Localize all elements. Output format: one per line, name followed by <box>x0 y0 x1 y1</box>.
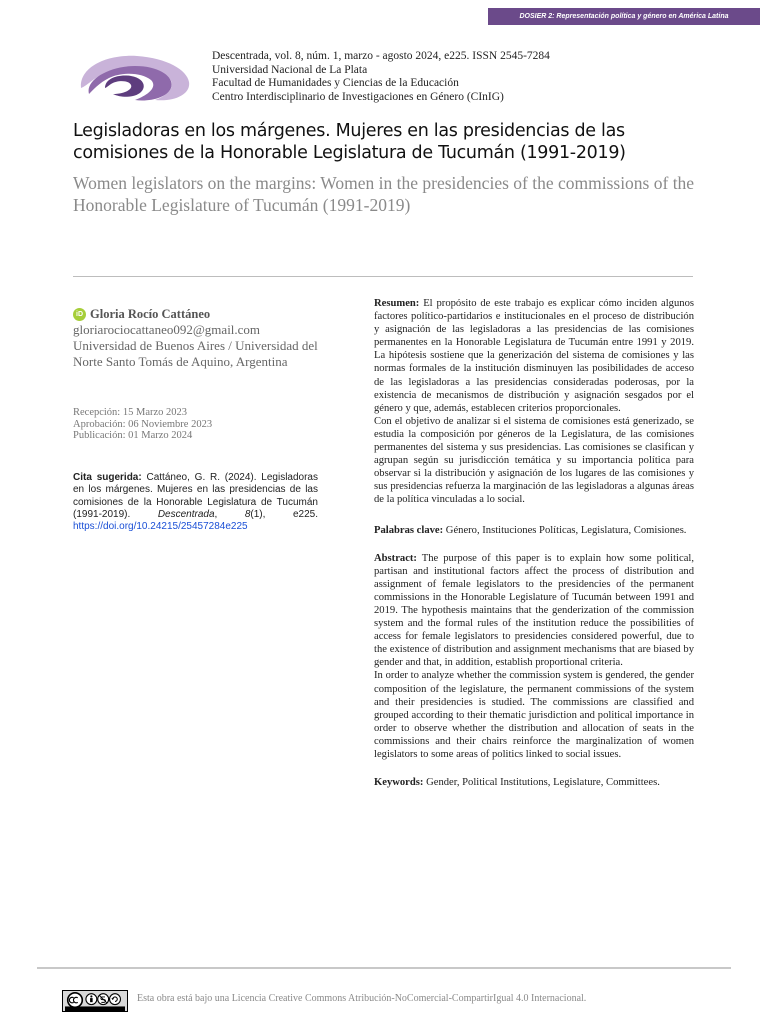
author-block <box>73 307 323 370</box>
citation-doi-link[interactable]: https://doi.org/10.24215/25457284e225 <box>73 521 248 533</box>
date-approved: Aprobación: 06 Noviembre 2023 <box>73 418 213 430</box>
journal-faculty: Facultad de Humanidades y Ciencias de la Educación <box>212 77 459 89</box>
article-title-es: Legisladoras en los márgenes. Mujeres en las presidencias de las comisiones de la Honorable Legislatura de Tucumán (1991-2019) <box>73 121 626 163</box>
keywords-es <box>374 524 694 537</box>
abstract-en-text-1: The purpose of this paper is to explain how some political, partisan and institutional factors affect the process of distribution and assignment of female legislators to the presidencies of the permanent commissions in the Honorable Legislature of Tucumán between 1991 and 2019. The hypothesis maintains that the genderization of the commission system and the formal rules of the institution reduce the possibilities of access for female legislators to presidencies considered powerful, due to the existence of distribution and assignment mechanisms that are biased by gender and that, in addition, establish proportional criteria. <box>374 552 694 669</box>
header-divider <box>73 276 693 277</box>
article-title-en: Women legislators on the margins: Women in the presidencies of the commissions of the Honorable Legislature of Tucumán (1991-2019) <box>73 173 695 215</box>
citation-journal: Descentrada <box>157 508 215 520</box>
keywords-es-text: Género, Instituciones Políticas, Legislatura, Comisiones. <box>443 524 687 536</box>
journal-university: Universidad Nacional de La Plata <box>212 63 368 76</box>
cc-icon <box>68 993 83 1008</box>
citation-text: Cattáneo, G. R. (2024). Legisladoras en los márgenes. Mujeres en las presidencias de las comisiones de la Honorable Legislatura de Tucumán (1991-2019). <box>73 472 318 520</box>
author-affiliation: Universidad de Buenos Aires / Universidad del Norte Santo Tomás de Aquino, Argentina <box>73 338 318 369</box>
article-dates <box>73 407 212 442</box>
keywords-en-label: Keywords: <box>374 777 424 789</box>
journal-center: Centro Interdisciplinario de Investigaciones en Género (CInIG) <box>212 90 504 103</box>
abstract-es-text-1: El propósito de este trabajo es explicar cómo inciden algunos factores político-partidarios e institucionales en el proceso de distribución y asignación de las legisladoras a las presidencias de las comisiones permanentes en la Honorable Legislatura de Tucumán entre 1991 y 2019. La hipótesis sostiene que la generización del sistema de comisiones y las normas formales de la institución disminuyen las posibilidades de acceso de las legisladoras a las presidencias consideradas poderosas, por la existencia de mecanismos de distribución y asignación sesgados por el género y que, además, establecen criterios proporcionales. <box>374 298 694 414</box>
author-name-row <box>73 307 323 322</box>
suggested-citation <box>73 472 318 533</box>
author-name: Gloria Rocío Cattáneo <box>90 307 211 321</box>
date-received: Recepción: 15 Marzo 2023 <box>73 407 188 418</box>
orcid-icon[interactable]: iD <box>73 308 86 321</box>
author-email[interactable]: gloriarociocattaneo092@gmail.com <box>73 322 261 337</box>
abstract-en-p2: In order to analyze whether the commission system is gendered, the gender composition of the legislature, the permanent commissions of the system and their presidencies is studied. The commissions are classified and grouped according to their thematic jurisdiction and political importance in order to observe whether the distribution and allocation of seats in the commissions and their chairs reinforce the marginalization of women legislators to some areas of politics linked to social issues. <box>374 670 694 760</box>
date-published: Publicación: 01 Marzo 2024 <box>73 430 193 441</box>
abstract-es-label: Resumen: <box>374 298 420 309</box>
keywords-en-text: Gender, Political Institutions, Legislature, Committees. <box>423 777 660 789</box>
cc-license-badge[interactable] <box>62 990 128 1012</box>
dossier-banner <box>488 8 760 25</box>
license-notice[interactable]: Esta obra está bajo una Licencia Creative Commons Atribución-NoComercial-CompartirIgual 4.0 Internacional. <box>137 993 587 1004</box>
journal-citation-line: Descentrada, vol. 8, núm. 1, marzo - agosto 2024, e225. ISSN 2545-7284 <box>212 50 550 62</box>
abstract-es-p2: Con el objetivo de analizar si el sistema de comisiones está generizado, se estudia la composición por géneros de la Legislatura, de las comisiones permanentes del sistema y sus presidencias. Las comisiones se clasifican y agrupan según su jurisdicción temática y su importancia política para observar si la distribución y asignación de los lugares de las comisiones y sus presidencias refuerza la marginación de las legisladoras a algunas áreas de la política vinculadas a lo social. <box>374 415 694 506</box>
citation-volume: 8 <box>244 508 251 520</box>
citation-issue: (1), e225. <box>250 508 318 520</box>
dossier-label: DOSIER 2: Representación política y género en América Latina <box>519 13 729 20</box>
sa-icon <box>110 994 121 1005</box>
journal-info <box>212 50 550 104</box>
citation-sep: , <box>214 508 245 520</box>
by-icon <box>86 994 97 1005</box>
nc-icon <box>98 994 109 1005</box>
keywords-es-label: Palabras clave: <box>374 524 444 536</box>
keywords-en <box>374 776 694 789</box>
journal-logo <box>75 48 195 104</box>
citation-label: Cita sugerida: <box>73 472 142 483</box>
abstract-en-p1 <box>374 552 694 670</box>
abstract-column <box>374 297 694 789</box>
footer-divider <box>37 967 731 969</box>
abstract-es-p1 <box>374 297 694 415</box>
abstract-en-label: Abstract: <box>374 552 417 564</box>
